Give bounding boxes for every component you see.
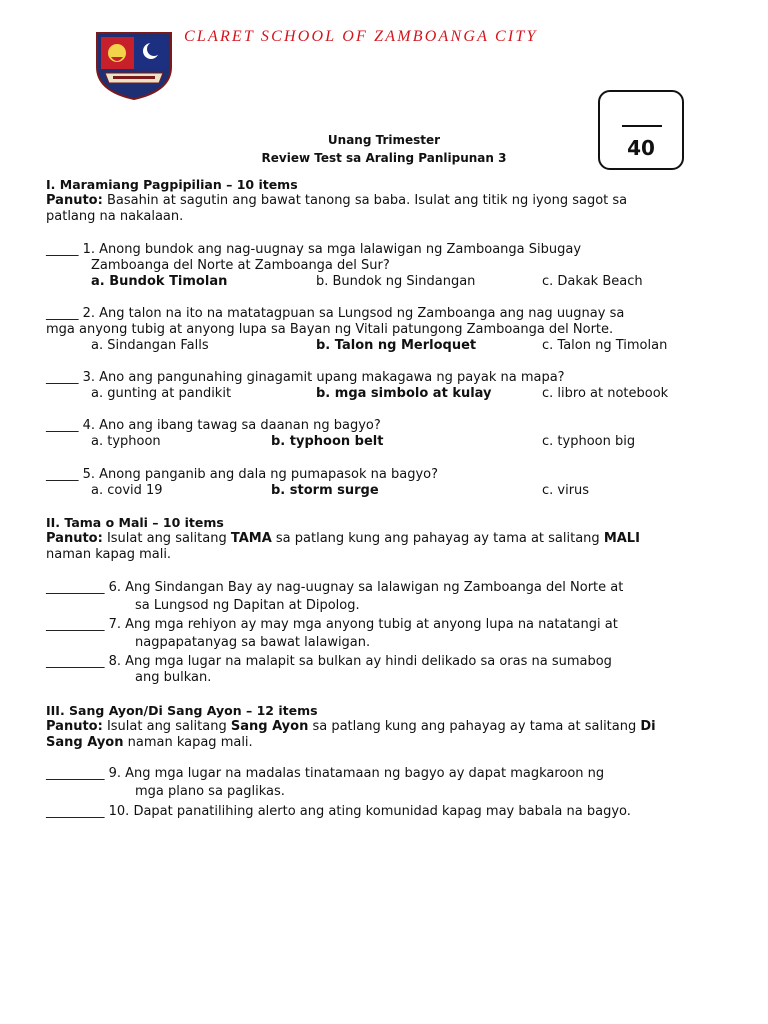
section1-heading: I. Maramiang Pagpipilian – 10 items <box>46 177 298 192</box>
question-1: _____ 1. Anong bundok ang nag-uugnay sa mga lalawigan ng Zamboanga Sibugay <box>46 242 582 257</box>
question-8-cont: ang bulkan. <box>135 670 212 685</box>
question-5: _____ 5. Anong panganib ang dala ng pumapasok na bagyo? <box>46 467 439 482</box>
q3-choice-c: c. libro at notebook <box>542 386 669 401</box>
section1-instructions-cont: patlang na nakalaan. <box>46 209 184 224</box>
q4-choice-b: b. typhoon belt <box>271 434 384 449</box>
answer-blank[interactable]: _________ <box>46 804 105 819</box>
answer-blank[interactable]: _____ <box>46 306 79 321</box>
panuto-label: Panuto: <box>46 193 103 208</box>
answer-blank[interactable]: _____ <box>46 467 79 482</box>
answer-blank[interactable]: _____ <box>46 242 79 257</box>
section3-heading: III. Sang Ayon/Di Sang Ayon – 12 items <box>46 703 318 718</box>
section2-instructions-cont: naman kapag mali. <box>46 547 172 562</box>
q4-choice-a: a. typhoon <box>91 434 161 449</box>
section2-instructions: Panuto: Isulat ang salitang TAMA sa patlang kung ang pahayag ay tama at salitang MALI <box>46 531 640 546</box>
question-6: _________ 6. Ang Sindangan Bay ay nag-uugnay sa lalawigan ng Zamboanga del Norte at <box>46 580 624 595</box>
answer-blank[interactable]: _________ <box>46 654 105 669</box>
q4-choice-c: c. typhoon big <box>542 434 636 449</box>
answer-blank[interactable]: _____ <box>46 418 79 433</box>
school-name: CLARET SCHOOL OF ZAMBOANGA CITY <box>184 28 538 45</box>
answer-blank[interactable]: _________ <box>46 580 105 595</box>
q2-choice-a: a. Sindangan Falls <box>91 338 209 353</box>
question-7-cont: nagpapatanyag sa bawat lalawigan. <box>135 635 371 650</box>
answer-blank[interactable]: _________ <box>46 766 105 781</box>
question-7: _________ 7. Ang mga rehiyon ay may mga anyong tubig at anyong lupa na natatangi at <box>46 617 618 632</box>
q5-choice-b: b. storm surge <box>271 483 379 498</box>
answer-blank[interactable]: _____ <box>46 370 79 385</box>
question-3: _____ 3. Ano ang pangunahing ginagamit upang makagawa ng payak na mapa? <box>46 370 565 385</box>
section3-instructions: Panuto: Isulat ang salitang Sang Ayon sa patlang kung ang pahayag ay tama at salitang Di <box>46 719 656 734</box>
q5-choice-a: a. covid 19 <box>91 483 163 498</box>
q5-choice-c: c. virus <box>542 483 590 498</box>
question-1-cont: Zamboanga del Norte at Zamboanga del Sur? <box>91 258 390 273</box>
q1-choice-a: a. Bundok Timolan <box>91 274 228 289</box>
question-9: _________ 9. Ang mga lugar na madalas tinatamaan ng bagyo ay dapat magkaroon ng <box>46 766 605 781</box>
question-2-cont: mga anyong tubig at anyong lupa sa Bayan ng Vitali patungong Zamboanga del Norte. <box>46 322 614 337</box>
q3-choice-a: a. gunting at pandikit <box>91 386 232 401</box>
score-blank-line <box>622 125 662 127</box>
question-9-cont: mga plano sa paglikas. <box>135 784 285 799</box>
section3-instructions-cont: Sang Ayon naman kapag mali. <box>46 735 253 750</box>
section2-heading: II. Tama o Mali – 10 items <box>46 515 224 530</box>
q1-choice-b: b. Bundok ng Sindangan <box>316 274 476 289</box>
question-2: _____ 2. Ang talon na ito na matatagpuan sa Lungsod ng Zamboanga ang nag uugnay sa <box>46 306 625 321</box>
school-logo <box>93 29 175 101</box>
q2-choice-c: c. Talon ng Timolan <box>542 338 668 353</box>
trimester-title: Unang Trimester <box>327 133 441 147</box>
question-4: _____ 4. Ano ang ibang tawag sa daanan ng bagyo? <box>46 418 381 433</box>
test-title: Review Test sa Araling Panlipunan 3 <box>261 151 507 165</box>
section1-instructions: Panuto: Basahin at sagutin ang bawat tanong sa baba. Isulat ang titik ng iyong sagot sa <box>46 193 628 208</box>
q2-choice-b: b. Talon ng Merloquet <box>316 338 477 353</box>
score-total: 40 <box>627 136 655 160</box>
q1-choice-c: c. Dakak Beach <box>542 274 643 289</box>
question-10: _________ 10. Dapat panatilihing alerto ang ating komunidad kapag may babala na bagyo. <box>46 804 631 819</box>
question-8: _________ 8. Ang mga lugar na malapit sa bulkan ay hindi delikado sa oras na sumabog <box>46 654 612 669</box>
question-6-cont: sa Lungsod ng Dapitan at Dipolog. <box>135 598 360 613</box>
q3-choice-b: b. mga simbolo at kulay <box>316 386 492 401</box>
answer-blank[interactable]: _________ <box>46 617 105 632</box>
